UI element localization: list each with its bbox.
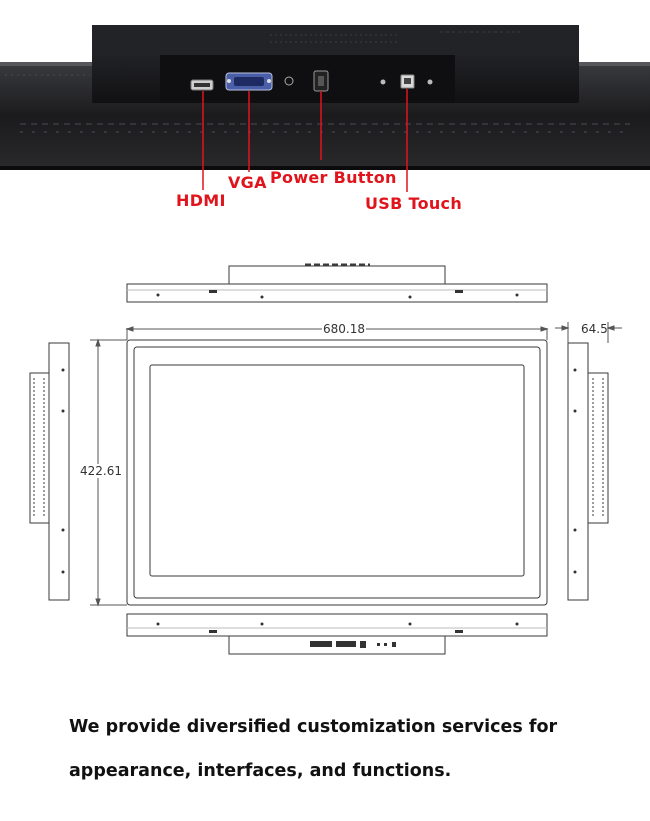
io-box	[92, 25, 579, 103]
hdmi-label: HDMI	[176, 191, 226, 210]
caption-line-2: appearance, interfaces, and functions.	[69, 761, 452, 781]
vga-port	[226, 73, 272, 90]
power-button-label: Power Button	[270, 168, 397, 187]
bottom-view	[127, 614, 547, 654]
vga-label: VGA	[228, 173, 267, 192]
top-view	[127, 265, 547, 302]
usb-touch-label: USB Touch	[365, 194, 463, 213]
front-view	[127, 340, 547, 605]
height-value: 422.61	[80, 464, 122, 478]
hdmi-port	[191, 80, 213, 90]
power-button	[314, 71, 328, 91]
depth-value: 64.5	[581, 322, 608, 336]
width-value: 680.18	[323, 322, 365, 336]
audio-jack	[285, 77, 293, 85]
dimension-drawing	[0, 240, 650, 670]
caption-line-1: We provide diversified customization services for	[69, 717, 558, 737]
left-side-view	[30, 343, 69, 600]
rear-panel-photo	[0, 0, 650, 225]
right-side-view	[568, 343, 608, 600]
customization-caption	[69, 705, 629, 793]
